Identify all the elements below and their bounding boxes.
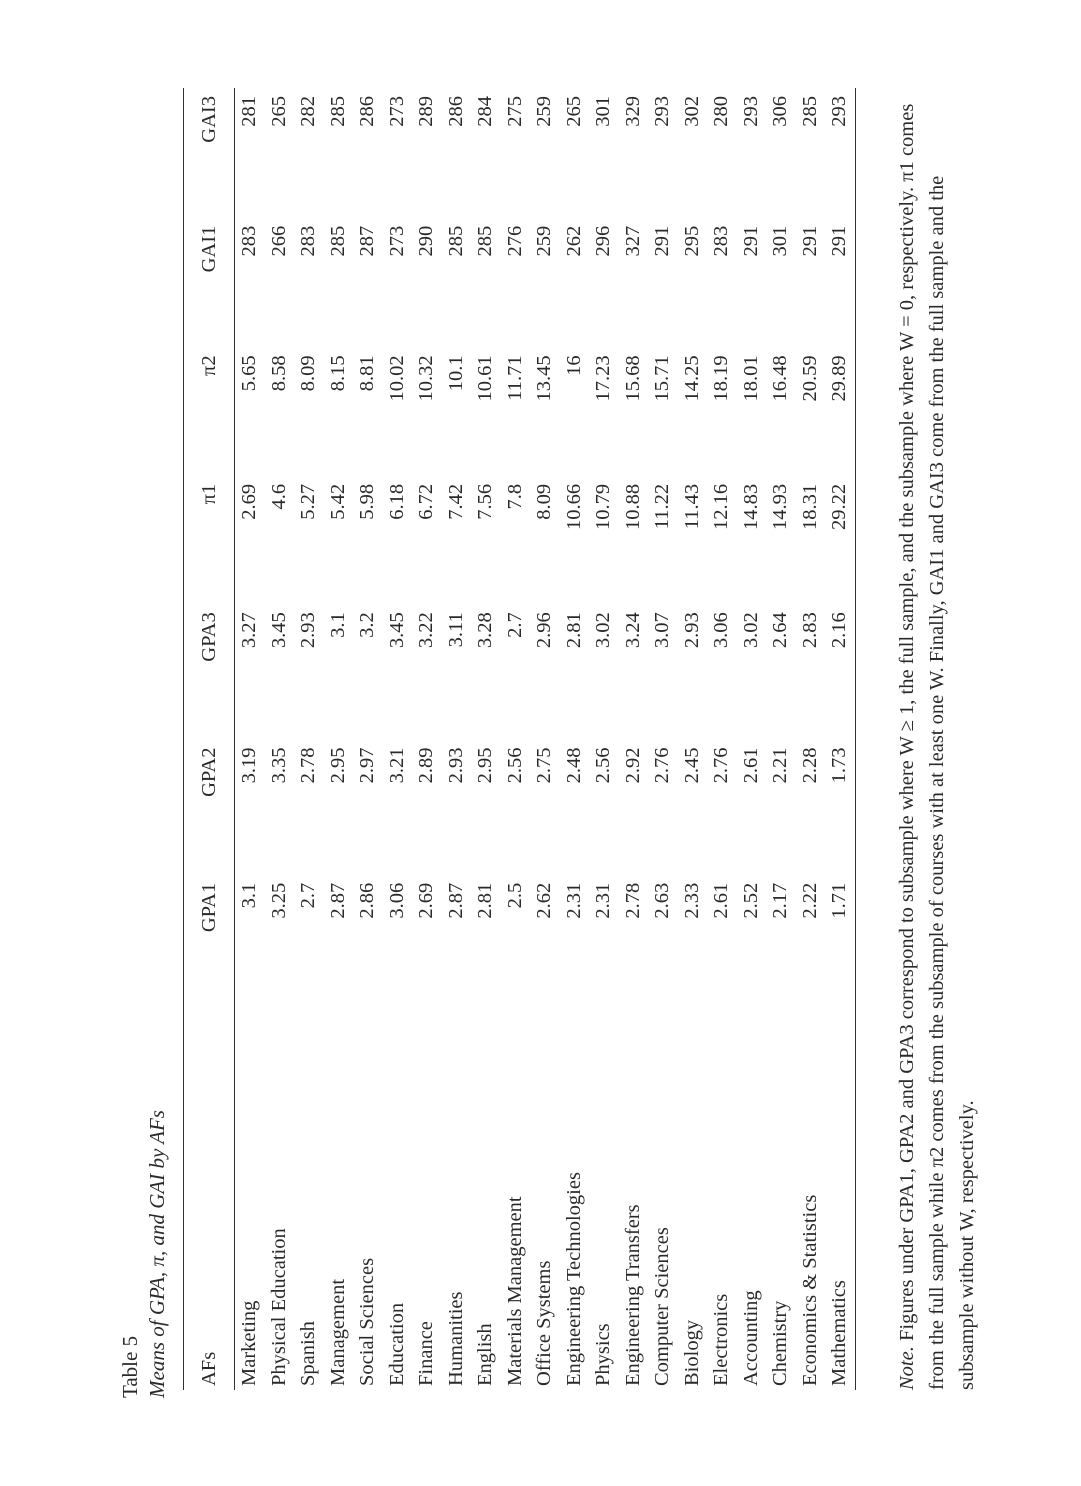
table-cell: 2.75 [533,747,555,784]
table-cell: 285 [444,225,467,257]
table-cell: 3.45 [267,612,290,649]
table-cell: 291 [828,225,850,257]
table-cell: 3.11 [444,612,467,648]
table-cell: 2.52 [739,882,762,919]
table-cell: 8.09 [297,355,319,392]
table-cell: 293 [651,96,673,127]
table-cell: 262 [562,225,585,257]
table-cell: 2.64 [769,612,791,649]
table-row [442,88,472,1390]
table-cell: 10.1 [444,355,467,392]
table-cell: 6.72 [415,483,437,520]
table-cell: 3.24 [621,612,644,649]
table-cell: 2.7 [297,882,319,909]
table-row [265,88,295,1390]
table-cell: 2.83 [798,612,821,649]
table-cell: 3.07 [651,612,673,649]
table-cell: 3.28 [474,612,496,649]
table-cell: 2.7 [503,612,526,638]
table-cell: 29.22 [828,483,850,530]
table-cell: 295 [680,225,703,257]
table-cell: 5.27 [297,483,319,520]
row-label: Management [326,1278,349,1386]
table-cell: 2.21 [769,747,791,784]
row-label: Finance [415,1321,437,1386]
table-cell: 283 [710,225,732,257]
table-cell: 8.81 [356,355,378,392]
note-label: Note. [896,1346,918,1390]
table-cell: 291 [651,225,673,257]
table-cell: 10.61 [474,355,496,402]
table-cell: 2.17 [769,882,791,919]
table-cell: 3.19 [238,747,260,784]
table-cell: 2.28 [798,747,821,784]
table-cell: 5.65 [238,355,260,392]
table-cell: 280 [710,96,732,127]
table-cell: 18.19 [710,355,732,402]
table-cell: 8.58 [267,355,290,392]
table-header-row [184,88,235,1390]
table-row [235,88,265,1390]
table-cell: 327 [621,225,644,257]
table-row [825,88,855,1390]
table-cell: 2.69 [415,882,437,919]
table-row [619,88,649,1390]
table-cell: 3.45 [385,612,408,649]
table-row [737,88,767,1390]
table-cell: 16.48 [769,355,791,402]
table-cell: 273 [385,225,408,257]
table-cell: 2.63 [651,882,673,919]
table-row [294,88,324,1390]
table-cell: 2.93 [680,612,703,649]
table-cell: 8.15 [326,355,349,392]
table-cell: 2.31 [562,882,585,919]
table-row [648,88,678,1390]
table-row [707,88,737,1390]
table-cell: 10.88 [621,483,644,530]
table-cell: 3.02 [739,612,762,649]
table-cell: 13.45 [533,355,555,402]
table-cell: 283 [297,225,319,257]
row-label: Electronics [710,1293,732,1386]
table-cell: 2.87 [444,882,467,919]
table-cell: 3.1 [238,882,260,909]
table-cell: 10.32 [415,355,437,402]
table-cell: 285 [326,96,349,127]
table-cell: 276 [503,225,526,257]
table-cell: 4.6 [267,483,290,510]
row-label: Engineering Transfers [621,1204,644,1386]
column-header: GAI3 [184,88,235,218]
table-cell: 3.21 [385,747,408,784]
table-cell: 2.5 [503,882,526,909]
table-cell: 301 [769,225,791,257]
table-cell: 282 [297,96,319,127]
table-cell: 275 [503,96,526,127]
table-cell: 2.93 [444,747,467,784]
column-header: AFs [184,1010,235,1390]
row-label: Accounting [739,1290,762,1386]
column-header: GPA2 [184,740,235,875]
table-cell: 16 [562,355,585,376]
table-cell: 11.22 [651,483,673,530]
table-body [235,88,856,1390]
table-cell: 285 [474,225,496,257]
table-cell: 29.89 [828,355,850,402]
column-header: π1 [184,476,235,604]
table-cell: 287 [356,225,378,257]
row-label: Economics & Statistics [798,1194,821,1386]
table-cell: 302 [680,96,703,127]
table-cell: 329 [621,96,644,127]
table-cell: 3.25 [267,882,290,919]
table-cell: 273 [385,96,408,127]
table-cell: 7.56 [474,483,496,520]
table-row [412,88,442,1390]
table-cell: 11.43 [680,483,703,530]
table-row [678,88,708,1390]
table-cell: 3.1 [326,612,349,638]
table-cell: 10.02 [385,355,408,402]
table-cell: 8.09 [533,483,555,520]
table-cell: 289 [415,96,437,127]
table-row [530,88,560,1390]
table-cell: 2.76 [651,747,673,784]
table-cell: 2.69 [238,483,260,520]
table-cell: 3.2 [356,612,378,638]
table-cell: 14.25 [680,355,703,402]
table-cell: 301 [592,96,614,127]
table-row [501,88,531,1390]
table-cell: 2.95 [474,747,496,784]
table-cell: 2.33 [680,882,703,919]
table-cell: 281 [238,96,260,127]
row-label: English [474,1323,496,1386]
row-label: Physics [592,1323,614,1386]
table-cell: 15.71 [651,355,673,402]
table-cell: 2.61 [710,882,732,919]
table-cell: 2.76 [710,747,732,784]
table-cell: 1.73 [828,747,850,784]
table-cell: 2.81 [562,612,585,649]
table-cell: 291 [739,225,762,257]
table-cell: 18.01 [739,355,762,402]
table-cell: 11.71 [503,355,526,401]
row-label: Engineering Technologies [562,1172,585,1386]
table-row [324,88,354,1390]
table-cell: 17.23 [592,355,614,402]
table-cell: 2.89 [415,747,437,784]
row-label: Biology [680,1319,703,1386]
table-cell: 286 [444,96,467,127]
table-cell: 2.56 [592,747,614,784]
data-table [183,88,856,1390]
table-cell: 259 [533,96,555,127]
column-header: GPA1 [184,875,235,1010]
table-cell: 14.83 [739,483,762,530]
row-label: Spanish [297,1321,319,1386]
table-cell: 18.31 [798,483,821,530]
table-cell: 2.97 [356,747,378,784]
table-cell: 265 [267,96,290,127]
table-cell: 7.42 [444,483,467,520]
table-cell: 2.61 [739,747,762,784]
row-label: Humanities [444,1291,467,1386]
table-row [471,88,501,1390]
table-cell: 2.95 [326,747,349,784]
row-label: Computer Sciences [651,1227,673,1386]
table-number: Table 5 [118,1335,142,1398]
table-cell: 291 [798,225,821,257]
row-label: Marketing [238,1300,260,1386]
table-cell: 2.16 [828,612,850,649]
table-row [560,88,590,1390]
table-cell: 285 [326,225,349,257]
table-cell: 266 [267,225,290,257]
table-cell: 3.02 [592,612,614,649]
table-cell: 14.93 [769,483,791,530]
table-cell: 293 [828,96,850,127]
table-cell: 2.86 [356,882,378,919]
row-label: Chemistry [769,1300,791,1386]
row-label: Social Sciences [356,1257,378,1386]
table-cell: 2.48 [562,747,585,784]
table-cell: 2.56 [503,747,526,784]
table-cell: 3.06 [385,882,408,919]
table-cell: 12.16 [710,483,732,530]
table-cell: 265 [562,96,585,127]
table-cell: 2.22 [798,882,821,919]
table-cell: 283 [238,225,260,257]
table-cell: 20.59 [798,355,821,402]
table-cell: 3.35 [267,747,290,784]
row-label: Materials Management [503,1196,526,1386]
table-cell: 296 [592,225,614,257]
column-header: GPA3 [184,604,235,739]
table-cell: 1.71 [828,882,850,919]
table-cell: 15.68 [621,355,644,402]
table-cell: 259 [533,225,555,257]
table-caption: Means of GPA, π, and GAI by AFs [145,1110,169,1398]
table-cell: 5.42 [326,483,349,520]
table-cell: 5.98 [356,483,378,520]
table-cell: 306 [769,96,791,127]
table-cell: 2.78 [621,882,644,919]
table-row [766,88,796,1390]
table-note [892,90,982,1390]
table-cell: 2.81 [474,882,496,919]
table-cell: 2.93 [297,612,319,649]
table-cell: 7.8 [503,483,526,510]
table-cell: 10.66 [562,483,585,530]
table-cell: 2.78 [297,747,319,784]
table-row [796,88,826,1390]
row-label: Education [385,1302,408,1386]
note-text: Figures under GPA1, GPA2 and GPA3 correspond to subsample where W ≥ 1, the full sample, and the subsample where W = 0, respectively. π1 comes from the full sample while π2 comes from the subsample of courses with at least one W. Finally, GAI1 and GAI3 come from the full sample and the subsample without W, respectively. [896,103,978,1390]
row-label: Mathematics [828,1280,850,1386]
table-cell: 293 [739,96,762,127]
table-row [383,88,413,1390]
table-row [589,88,619,1390]
row-label: Office Systems [533,1260,555,1386]
table-cell: 2.96 [533,612,555,649]
table-cell: 10.79 [592,483,614,530]
column-header: GAI1 [184,218,235,348]
table-cell: 6.18 [385,483,408,520]
table-cell: 2.87 [326,882,349,919]
table-cell: 2.45 [680,747,703,784]
table-cell: 2.92 [621,747,644,784]
table-cell: 286 [356,96,378,127]
table-cell: 2.62 [533,882,555,919]
table-cell: 3.22 [415,612,437,649]
row-label: Physical Education [267,1228,290,1386]
table-cell: 285 [798,96,821,127]
table-row [353,88,383,1390]
table-cell: 3.06 [710,612,732,649]
table-cell: 3.27 [238,612,260,649]
table-cell: 2.31 [592,882,614,919]
table-cell: 290 [415,225,437,257]
table-cell: 284 [474,96,496,127]
column-header: π2 [184,347,235,475]
